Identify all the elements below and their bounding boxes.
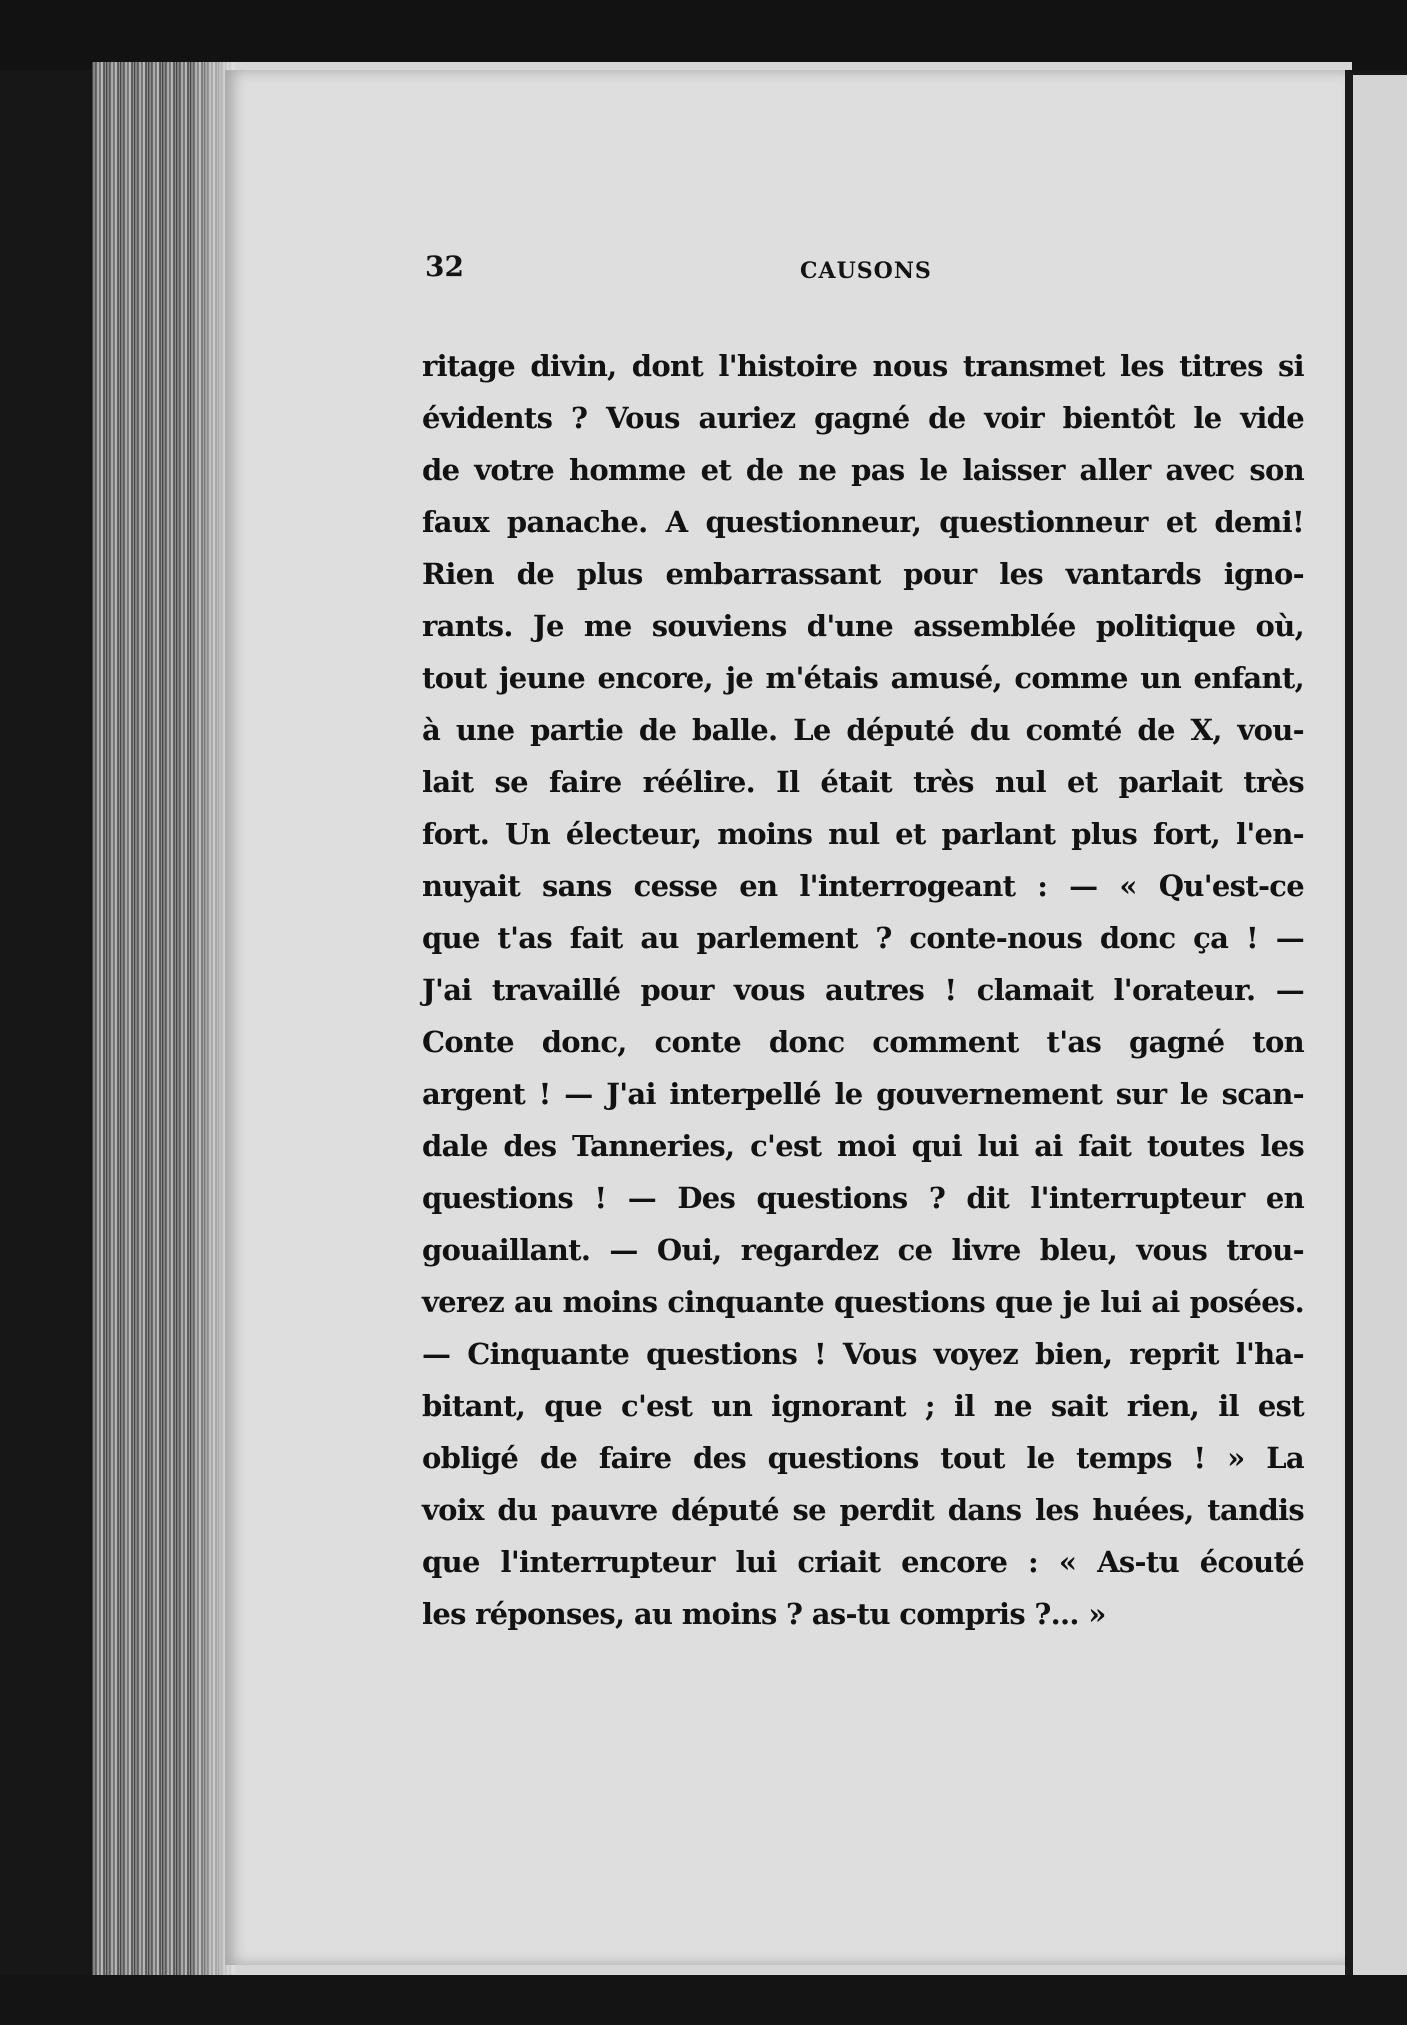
- text-line: — Cinquante questions ! Vous voyez bien, reprit l'ha-: [422, 1337, 1304, 1371]
- text-line: fort. Un électeur, moins nul et parlant plus fort, l'en-: [422, 817, 1304, 851]
- text-line: gouaillant. — Oui, regardez ce livre bleu, vous trou-: [422, 1233, 1304, 1267]
- scan-border-bottom: [0, 1975, 1407, 2025]
- text-line: évidents ? Vous auriez gagné de voir bientôt le vide: [422, 401, 1304, 435]
- text-line: ritage divin, dont l'histoire nous transmet les titres si: [422, 349, 1304, 383]
- text-line: rants. Je me souviens d'une assemblée politique où,: [422, 609, 1304, 643]
- text-line: lait se faire réélire. Il était très nul et parlait très: [422, 765, 1304, 799]
- running-title: CAUSONS: [800, 258, 932, 284]
- page-number: 32: [425, 250, 464, 283]
- next-page-edge: [1353, 75, 1407, 1975]
- text-line: que t'as fait au parlement ? conte-nous donc ça ! —: [422, 921, 1304, 955]
- scan-border-top: [0, 0, 1407, 70]
- text-line: Conte donc, conte donc comment t'as gagné ton: [422, 1025, 1304, 1059]
- text-line: obligé de faire des questions tout le temps ! » La: [422, 1441, 1304, 1475]
- body-text: [422, 340, 1304, 1640]
- text-line: faux panache. A questionneur, questionneur et demi!: [422, 505, 1304, 539]
- text-line: argent ! — J'ai interpellé le gouvernement sur le scan-: [422, 1077, 1304, 1111]
- text-line: bitant, que c'est un ignorant ; il ne sait rien, il est: [422, 1389, 1304, 1423]
- book-binding: [1345, 70, 1353, 1975]
- text-line: Rien de plus embarrassant pour les vantards igno-: [422, 557, 1304, 591]
- text-line: que l'interrupteur lui criait encore : « As-tu écouté: [422, 1545, 1304, 1579]
- text-line: tout jeune encore, je m'étais amusé, comme un enfant,: [422, 661, 1304, 695]
- text-line: dale des Tanneries, c'est moi qui lui ai fait toutes les: [422, 1129, 1304, 1163]
- text-line: nuyait sans cesse en l'interrogeant : — « Qu'est-ce: [422, 869, 1304, 903]
- text-line: questions ! — Des questions ? dit l'interrupteur en: [422, 1181, 1304, 1215]
- text-line: de votre homme et de ne pas le laisser aller avec son: [422, 453, 1304, 487]
- text-line: J'ai travaillé pour vous autres ! clamait l'orateur. —: [422, 973, 1304, 1007]
- text-line: les réponses, au moins ? as-tu compris ?... »: [422, 1597, 1106, 1631]
- text-line: verez au moins cinquante questions que je lui ai posées.: [422, 1285, 1304, 1319]
- text-line: à une partie de balle. Le député du comté de X, vou-: [422, 713, 1304, 747]
- text-line: voix du pauvre député se perdit dans les huées, tandis: [422, 1493, 1304, 1527]
